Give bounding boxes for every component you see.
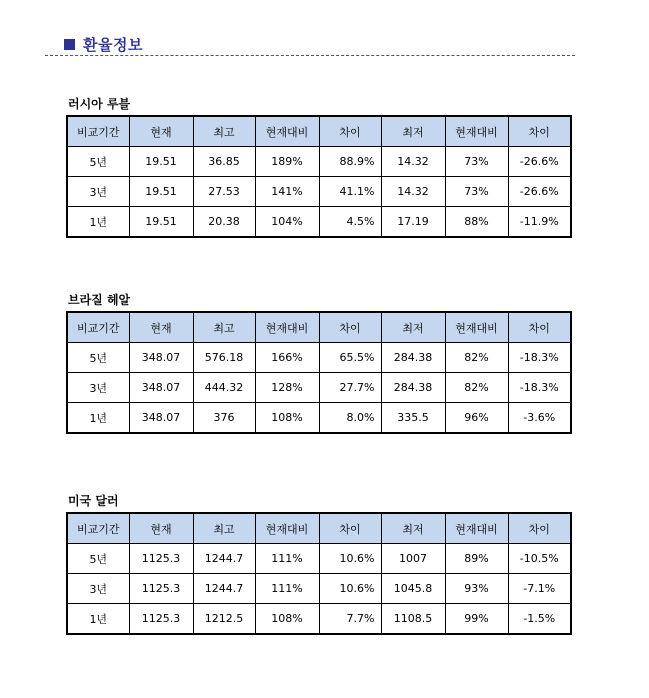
cell: 19.51 xyxy=(129,207,193,238)
col-vs-current-high: 현재대비 xyxy=(255,116,319,147)
col-high: 최고 xyxy=(193,312,255,343)
col-vs-current-high: 현재대비 xyxy=(255,513,319,544)
section-title: 브라질 헤알 xyxy=(68,293,131,307)
cell: -18.3% xyxy=(508,373,571,403)
cell: 348.07 xyxy=(129,403,193,434)
col-vs-current-low: 현재대비 xyxy=(445,312,508,343)
square-bullet-icon xyxy=(64,39,75,50)
dashed-divider xyxy=(45,55,575,56)
col-low: 최저 xyxy=(381,312,445,343)
cell: 14.32 xyxy=(381,147,445,177)
table-row xyxy=(67,403,571,434)
cell: 5년 xyxy=(67,343,129,373)
col-vs-current-low: 현재대비 xyxy=(445,116,508,147)
table-row xyxy=(67,574,571,604)
cell: 10.6% xyxy=(319,544,381,574)
cell: 17.19 xyxy=(381,207,445,238)
cell: 4.5% xyxy=(319,207,381,238)
cell: 19.51 xyxy=(129,177,193,207)
table-row xyxy=(67,207,571,238)
col-high: 최고 xyxy=(193,116,255,147)
cell: 27.53 xyxy=(193,177,255,207)
cell: 376 xyxy=(193,403,255,434)
col-low: 최저 xyxy=(381,116,445,147)
col-current: 현재 xyxy=(129,312,193,343)
cell: 576.18 xyxy=(193,343,255,373)
cell: 1년 xyxy=(67,403,129,434)
cell: -1.5% xyxy=(508,604,571,635)
cell: 108% xyxy=(255,604,319,635)
cell: 99% xyxy=(445,604,508,635)
cell: -26.6% xyxy=(508,177,571,207)
col-diff-high: 차이 xyxy=(319,513,381,544)
rate-table-usd xyxy=(66,512,572,635)
cell: 93% xyxy=(445,574,508,604)
cell: 141% xyxy=(255,177,319,207)
col-vs-current-high: 현재대비 xyxy=(255,312,319,343)
cell: -26.6% xyxy=(508,147,571,177)
section-usd xyxy=(66,494,572,635)
col-diff-high: 차이 xyxy=(319,312,381,343)
cell: 73% xyxy=(445,177,508,207)
col-vs-current-low: 현재대비 xyxy=(445,513,508,544)
cell: 27.7% xyxy=(319,373,381,403)
cell: 128% xyxy=(255,373,319,403)
table-row xyxy=(67,544,571,574)
cell: -18.3% xyxy=(508,343,571,373)
cell: 41.1% xyxy=(319,177,381,207)
cell: 82% xyxy=(445,373,508,403)
cell: -10.5% xyxy=(508,544,571,574)
col-period: 비교기간 xyxy=(67,116,129,147)
rate-table-brl xyxy=(66,311,572,434)
cell: 88.9% xyxy=(319,147,381,177)
cell: 73% xyxy=(445,147,508,177)
table-header-row xyxy=(67,513,571,544)
cell: -3.6% xyxy=(508,403,571,434)
table-header-row xyxy=(67,312,571,343)
cell: 1125.3 xyxy=(129,604,193,635)
section-brl xyxy=(66,293,572,434)
cell: 88% xyxy=(445,207,508,238)
col-diff-low: 차이 xyxy=(508,513,571,544)
cell: 8.0% xyxy=(319,403,381,434)
cell: 19.51 xyxy=(129,147,193,177)
cell: 1045.8 xyxy=(381,574,445,604)
cell: 14.32 xyxy=(381,177,445,207)
cell: 348.07 xyxy=(129,343,193,373)
page-header xyxy=(64,34,143,55)
cell: 444.32 xyxy=(193,373,255,403)
section-title: 미국 달러 xyxy=(68,494,119,508)
col-current: 현재 xyxy=(129,513,193,544)
cell: -11.9% xyxy=(508,207,571,238)
cell: 1108.5 xyxy=(381,604,445,635)
cell: 5년 xyxy=(67,544,129,574)
col-period: 비교기간 xyxy=(67,312,129,343)
col-diff-low: 차이 xyxy=(508,116,571,147)
col-high: 최고 xyxy=(193,513,255,544)
rate-table-rub xyxy=(66,115,572,238)
cell: 89% xyxy=(445,544,508,574)
table-row xyxy=(67,604,571,635)
col-diff-low: 차이 xyxy=(508,312,571,343)
table-row xyxy=(67,177,571,207)
cell: 96% xyxy=(445,403,508,434)
col-period: 비교기간 xyxy=(67,513,129,544)
cell: 335.5 xyxy=(381,403,445,434)
cell: 1244.7 xyxy=(193,574,255,604)
col-diff-high: 차이 xyxy=(319,116,381,147)
cell: 3년 xyxy=(67,574,129,604)
col-current: 현재 xyxy=(129,116,193,147)
cell: 7.7% xyxy=(319,604,381,635)
table-row xyxy=(67,343,571,373)
cell: 111% xyxy=(255,574,319,604)
cell: 166% xyxy=(255,343,319,373)
section-rub xyxy=(66,97,572,238)
table-row xyxy=(67,373,571,403)
cell: -7.1% xyxy=(508,574,571,604)
section-title: 러시아 루블 xyxy=(68,97,131,111)
cell: 189% xyxy=(255,147,319,177)
cell: 10.6% xyxy=(319,574,381,604)
cell: 3년 xyxy=(67,177,129,207)
table-row xyxy=(67,147,571,177)
cell: 348.07 xyxy=(129,373,193,403)
cell: 1212.5 xyxy=(193,604,255,635)
cell: 1244.7 xyxy=(193,544,255,574)
page-title: 환율정보 xyxy=(83,36,143,54)
cell: 82% xyxy=(445,343,508,373)
cell: 284.38 xyxy=(381,343,445,373)
cell: 1년 xyxy=(67,207,129,238)
col-low: 최저 xyxy=(381,513,445,544)
cell: 104% xyxy=(255,207,319,238)
table-header-row xyxy=(67,116,571,147)
cell: 20.38 xyxy=(193,207,255,238)
cell: 5년 xyxy=(67,147,129,177)
cell: 3년 xyxy=(67,373,129,403)
cell: 284.38 xyxy=(381,373,445,403)
cell: 1007 xyxy=(381,544,445,574)
cell: 111% xyxy=(255,544,319,574)
cell: 65.5% xyxy=(319,343,381,373)
cell: 36.85 xyxy=(193,147,255,177)
cell: 1125.3 xyxy=(129,544,193,574)
cell: 108% xyxy=(255,403,319,434)
cell: 1125.3 xyxy=(129,574,193,604)
cell: 1년 xyxy=(67,604,129,635)
